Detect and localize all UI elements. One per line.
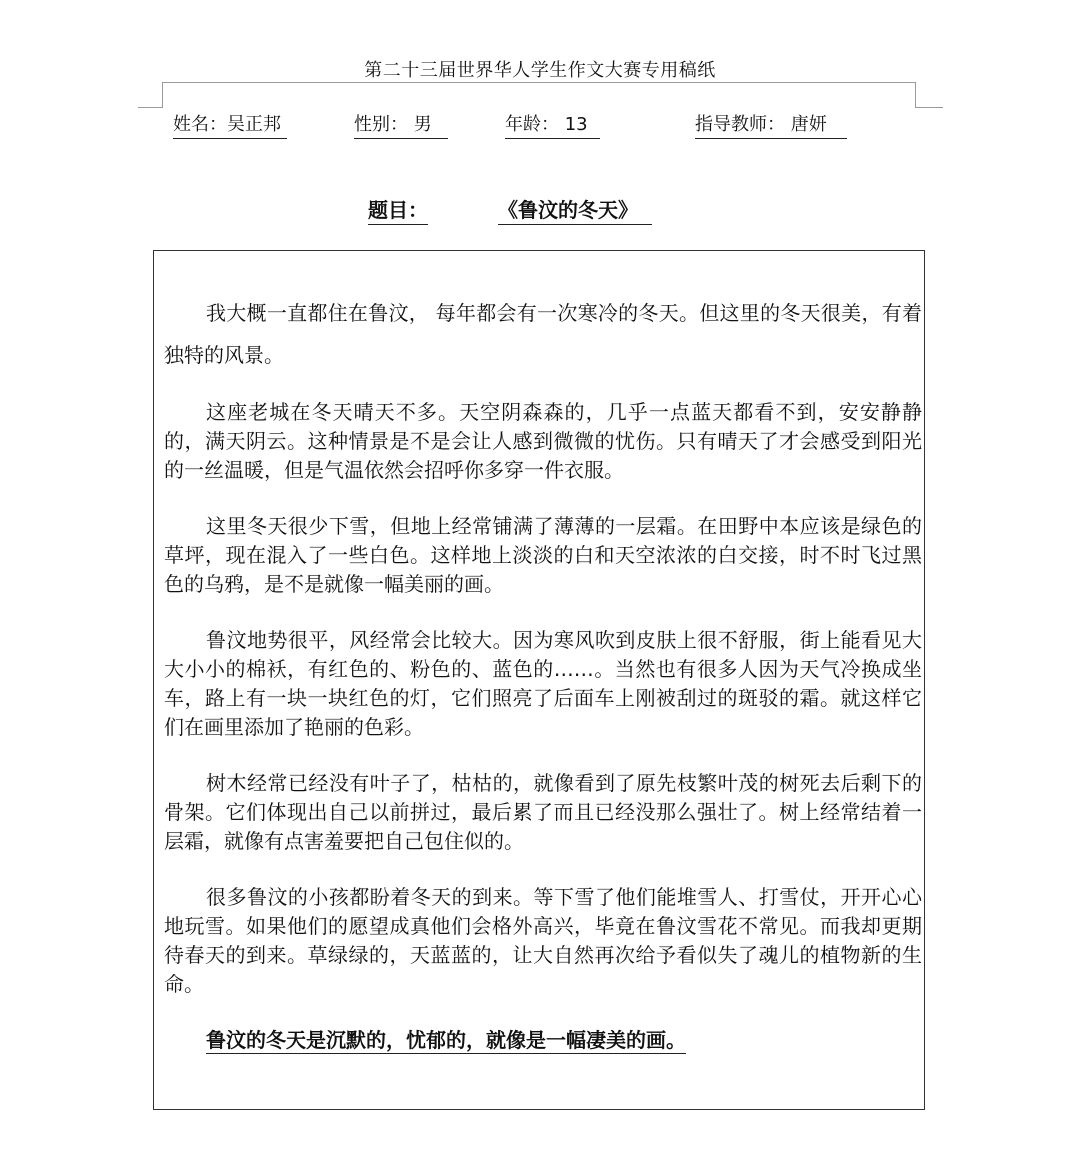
- paragraph-3: 这里冬天很少下雪，但地上经常铺满了薄薄的一层霜。在田野中本应该是绿色的草坪，现在混入了一些白色。这样地上淡淡的白和天空浓浓的白交接，时不时飞过黑色的乌鸦，是不是就像一幅美丽的画。: [164, 514, 922, 596]
- conclusion-line: [164, 1026, 922, 1055]
- conclusion-text: 鲁汶的冬天是沉默的，忧郁的，就像是一幅凄美的画。: [206, 1028, 686, 1052]
- header-corner-right-foot: [915, 107, 943, 108]
- paragraph-2: 这座老城在冬天晴天不多。天空阴森森的，几乎一点蓝天都看不到，安安静静的，满天阴云。这种情景是不是会让人感到微微的忧伤。只有晴天了才会感受到阳光的一丝温暖，但是气温依然会招呼你多穿一件衣服。: [164, 400, 922, 482]
- student-gender: 性别： 男: [354, 113, 448, 139]
- paragraph-6: 很多鲁汶的小孩都盼着冬天的到来。等下雪了他们能堆雪人、打雪仗，开开心心地玩雪。如果他们的愿望成真他们会格外高兴，毕竟在鲁汶雪花不常见。而我却更期待春天的到来。草绿绿的，天蓝蓝的，让大自然再次给予看似失了魂儿的植物新的生命。: [164, 885, 922, 996]
- paper-header-title: 第二十三届世界华人学生作文大赛专用稿纸: [364, 60, 716, 81]
- paragraph-4: 鲁汶地势很平，风经常会比较大。因为寒风吹到皮肤上很不舒服，街上能看见大大小小的棉袄，有红色的、粉色的、蓝色的……。当然也有很多人因为天气冷换成坐车，路上有一块一块红色的灯，它们照亮了后面车上刚被刮过的斑驳的霜。就这样它们在画里添加了艳丽的色彩。: [164, 628, 922, 739]
- header-corner-left: [162, 82, 163, 107]
- header-corner-left-foot: [138, 107, 163, 108]
- instructor-name: 指导教师： 唐妍: [695, 113, 847, 139]
- essay-title: 《鲁汶的冬天》: [498, 197, 652, 225]
- header-corner-right: [915, 82, 916, 107]
- student-name: 姓名：吴正邦: [173, 113, 287, 139]
- student-age: 年龄： 13: [505, 113, 600, 139]
- essay-title-label: 题目：: [368, 197, 428, 225]
- header-rule: [162, 82, 916, 83]
- paragraph-1: 我大概一直都住在鲁汶， 每年都会有一次寒冷的冬天。但这里的冬天很美，有着独特的风景。: [164, 301, 922, 367]
- essay-body: [164, 292, 922, 1055]
- paragraph-5: 树木经常已经没有叶子了，枯枯的，就像看到了原先枝繁叶茂的树死去后剩下的骨架。它们体现出自己以前拼过，最后累了而且已经没那么强壮了。树上经常结着一层霜，就像有点害羞要把自己包住似的。: [164, 771, 922, 853]
